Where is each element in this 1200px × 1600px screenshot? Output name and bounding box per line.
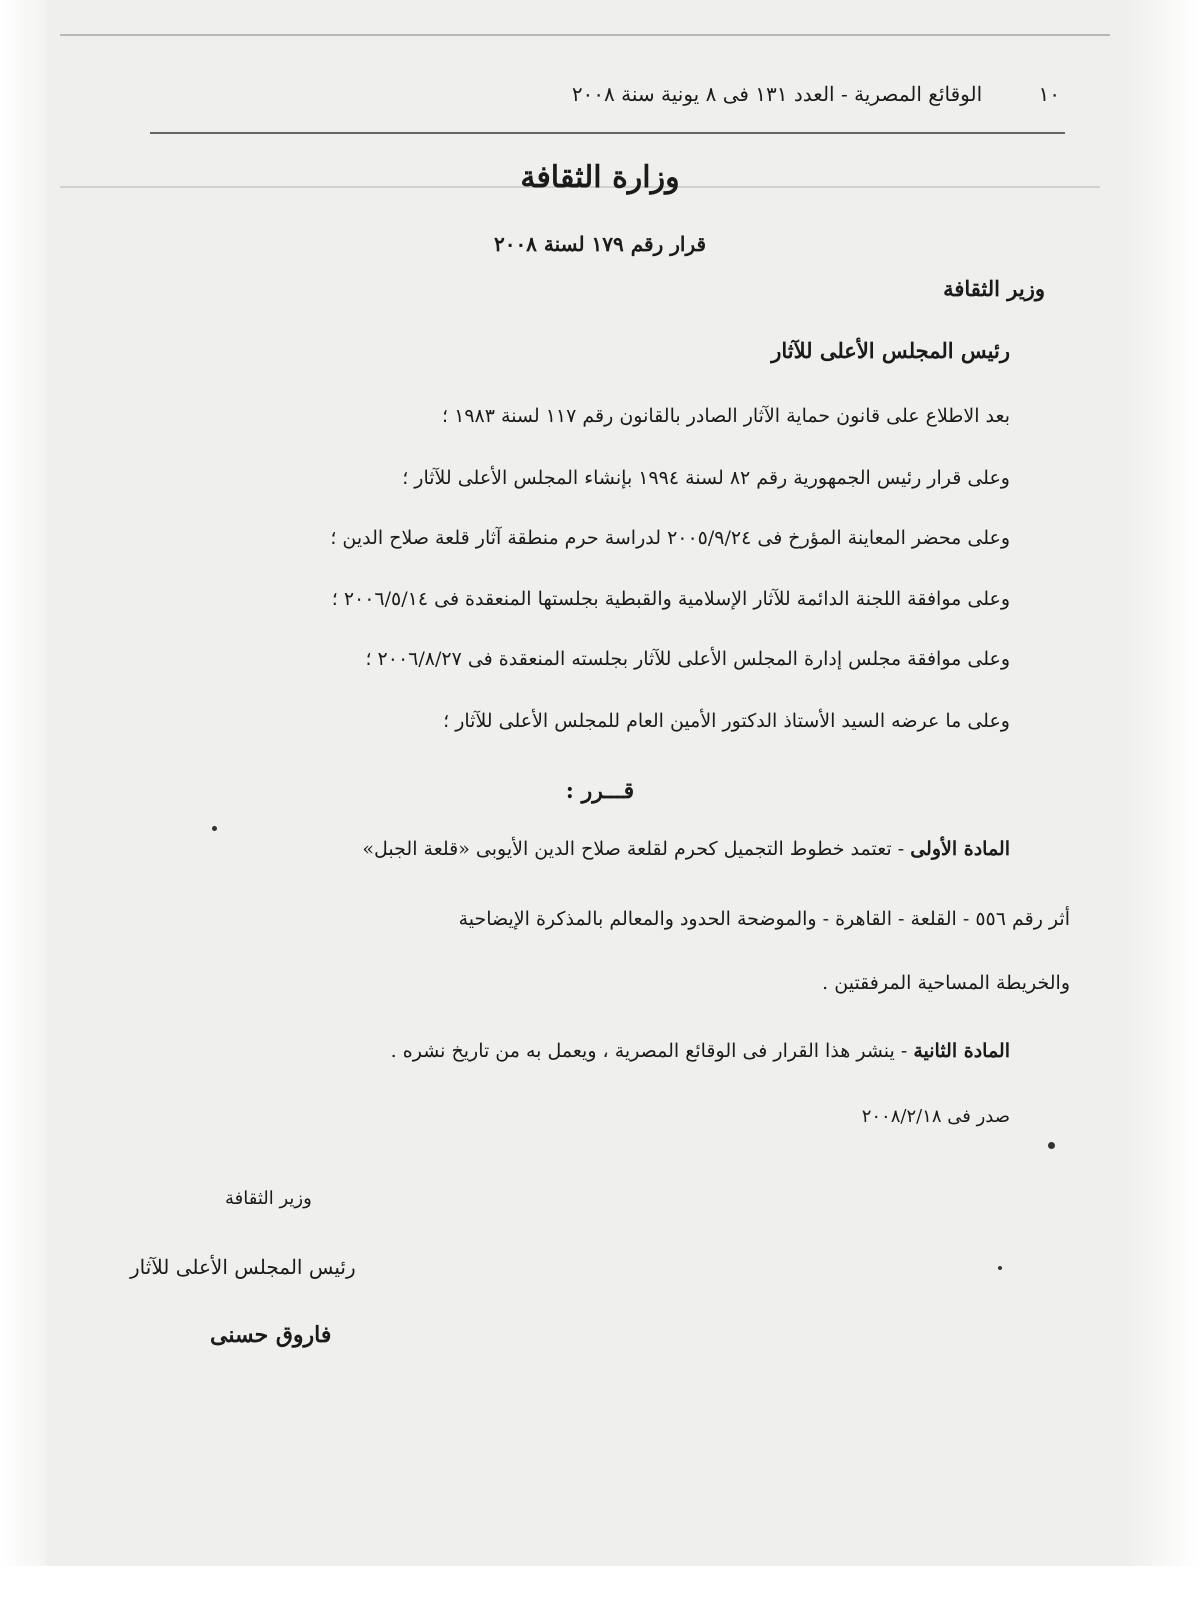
gazette-header-text: الوقائع المصرية - العدد ١٣١ فى ٨ يونية سنة ٢٠٠٨: [571, 82, 983, 106]
preamble-line: وعلى قرار رئيس الجمهورية رقم ٨٢ لسنة ١٩٩٤ بإنشاء المجلس الأعلى للآثار ؛: [402, 467, 1010, 489]
preamble-line: وعلى موافقة مجلس إدارة المجلس الأعلى للآثار بجلسته المنعقدة فى ٢٠٠٦/٨/٢٧ ؛: [365, 648, 1010, 670]
article-1-line: والخريطة المساحية المرفقتين .: [822, 972, 1070, 994]
scan-speck: [212, 826, 217, 831]
article-1-first-line: [362, 838, 1010, 861]
signatory-name: فاروق حسنى: [210, 1322, 332, 1348]
preamble-line: وعلى محضر المعاينة المؤرخ فى ٢٠٠٥/٩/٢٤ لدراسة حرم منطقة آثار قلعة صلاح الدين ؛: [330, 527, 1010, 549]
article-2-line: [391, 1040, 1010, 1063]
ministry-title: وزارة الثقافة: [520, 160, 680, 195]
scan-speck: [1048, 1142, 1055, 1149]
article-2-text: - ينشر هذا القرار فى الوقائع المصرية ، ويعمل به من تاريخ نشره .: [390, 1040, 908, 1062]
issuer-line-2: رئيس المجلس الأعلى للآثار: [771, 338, 1010, 363]
signature-title-2: رئيس المجلس الأعلى للآثار: [130, 1255, 356, 1279]
gazette-header-page-number: ١٠: [1038, 82, 1060, 106]
header-rule: [150, 132, 1065, 134]
article-1-line: أثر رقم ٥٥٦ - القلعة - القاهرة - والموضحة الحدود والمعالم بالمذكرة الإيضاحية: [458, 908, 1070, 930]
article-1-text: - تعتمد خطوط التجميل كحرم لقلعة صلاح الدين الأيوبى «قلعة الجبل»: [362, 838, 905, 860]
scan-speck: [998, 1266, 1002, 1270]
signature-title-1: وزير الثقافة: [225, 1188, 312, 1209]
decides-heading: قـــرر :: [565, 778, 635, 804]
gazette-header: [572, 82, 1060, 106]
scan-artifact-line: [60, 34, 1110, 36]
preamble-line: وعلى موافقة اللجنة الدائمة للآثار الإسلامية والقبطية بجلستها المنعقدة فى ٢٠٠٦/٥/١٤ ؛: [331, 588, 1010, 610]
preamble-line: بعد الاطلاع على قانون حماية الآثار الصادر بالقانون رقم ١١٧ لسنة ١٩٨٣ ؛: [442, 405, 1010, 427]
preamble-line: وعلى ما عرضه السيد الأستاذ الدكتور الأمين العام للمجلس الأعلى للآثار ؛: [443, 710, 1010, 732]
issuer-line-1: وزير الثقافة: [943, 276, 1045, 301]
article-2-title: المادة الثانية: [913, 1040, 1010, 1062]
decree-number: قرار رقم ١٧٩ لسنة ٢٠٠٨: [493, 232, 707, 256]
issued-on-date: صدر فى ٢٠٠٨/٢/١٨: [861, 1106, 1010, 1127]
page-edge-bottom: [0, 1566, 1200, 1600]
article-1-title: المادة الأولى: [910, 838, 1010, 860]
